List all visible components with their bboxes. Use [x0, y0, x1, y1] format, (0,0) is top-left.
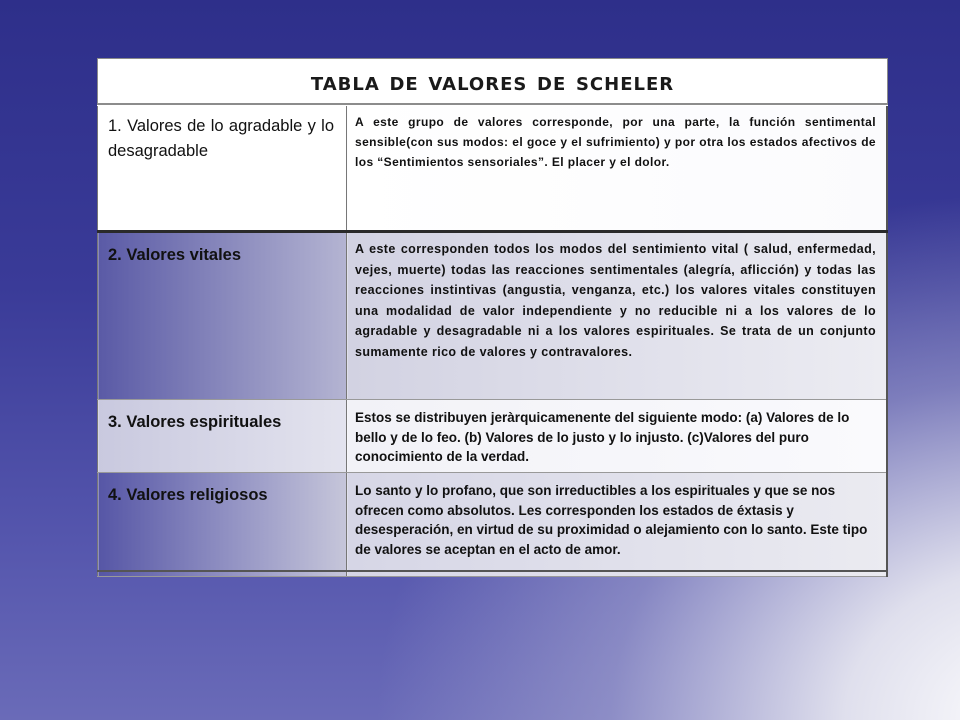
- values-table: [97, 106, 888, 577]
- value-category-label: 4. Valores religiosos: [108, 486, 268, 504]
- title-bar: [97, 58, 888, 105]
- value-description-cell: [347, 400, 888, 473]
- value-category-cell: [98, 106, 347, 232]
- value-description: Lo santo y lo profano, que son irreductibles a los espirituales y que se nos ofrecen como absolutos. Les corresponden los estados de éxtasis y desesperación, en virtud de su proximidad o alejamiento con lo santo. Este tipo de valores se aceptan en el acto de amor.: [355, 483, 868, 557]
- values-table-frame: [97, 58, 888, 572]
- value-description-cell: [347, 106, 888, 232]
- value-description: A este grupo de valores corresponde, por una parte, la función sentimental sensible(con sus modos: el goce y el sufrimiento) y por otra los estados afectivos de los “Sentimientos sensoriales”. El placer y el dolor.: [355, 115, 876, 169]
- table-row: [98, 400, 888, 473]
- value-category-cell: [98, 400, 347, 473]
- table-bottom-border: [97, 570, 888, 572]
- table-row: [98, 473, 888, 577]
- value-category-label: 3. Valores espirituales: [108, 413, 282, 431]
- value-category-cell: [98, 473, 347, 577]
- value-description-cell: [347, 232, 888, 400]
- value-category-label: 1. Valores de lo agradable y lo desagradable: [108, 117, 334, 160]
- value-description: Estos se distribuyen jeràrquicamenente del siguiente modo: (a) Valores de lo bello y de lo feo. (b) Valores de lo justo y lo injusto. (c)Valores del puro conocimiento de la verdad.: [355, 410, 850, 464]
- value-category-cell: [98, 232, 347, 400]
- table-row: [98, 232, 888, 400]
- value-description-cell: [347, 473, 888, 577]
- value-description: A este corresponden todos los modos del sentimiento vital ( salud, enfermedad, vejes, muerte) todas las reacciones sentimentales (alegría, aflicción) y todas las reacciones instintivas (angustia, venganza, etc.) los valores vitales constituyen una modalidad de valor independiente y no reducible ni a los valores de lo agradable y desagradable ni a los valores espirituales. Se trata de un conjunto sumamente rico de valores y contravalores.: [355, 242, 876, 359]
- table-row: [98, 106, 888, 232]
- slide-title: tabla de valores de scheler: [310, 66, 675, 96]
- value-category-label: 2. Valores vitales: [108, 246, 242, 264]
